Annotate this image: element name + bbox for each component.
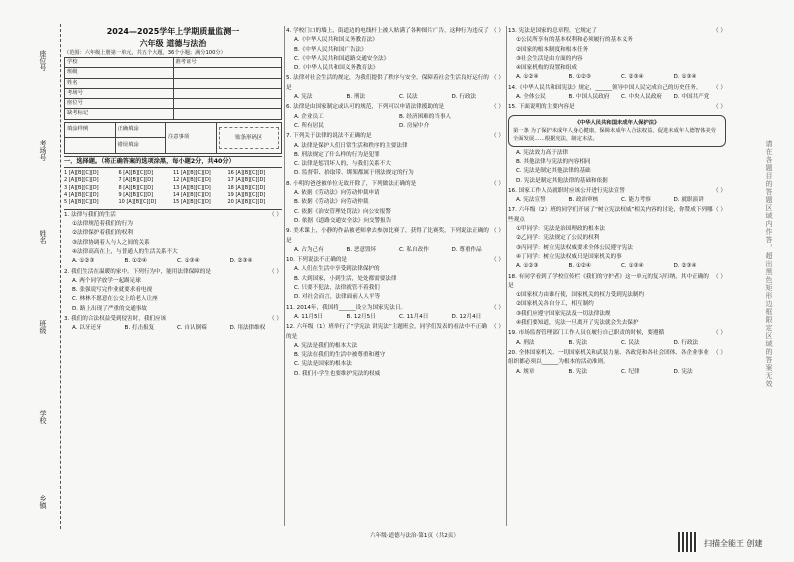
- answer-grid: [64, 168, 282, 210]
- question: [508, 84, 726, 103]
- choice: D. 尊重作品: [451, 246, 482, 253]
- school-label: 学校: [65, 58, 174, 68]
- question: [286, 256, 504, 302]
- option: D. 宪法是制定其他法律的基础和依据: [516, 177, 608, 184]
- choice: D. ②③④: [229, 258, 253, 265]
- choice: D. 12月4日: [451, 313, 482, 320]
- column-divider: [284, 26, 285, 526]
- choice: B. 刑法: [346, 94, 366, 101]
- student-info-table: [64, 57, 282, 120]
- option: A. 法律是保护人们日常生活和秩序的主要法律: [294, 142, 408, 149]
- choice: B. ①②④: [124, 258, 147, 265]
- option: B. 宪法在我们的生活中被尊重和遵守: [294, 352, 386, 359]
- choice: A. ①②③: [72, 258, 95, 265]
- option: ④丁同学：树立宪法权威只是国家机关的事: [516, 253, 622, 260]
- question-stem: 5. 法律对社会生活的规定，为我们提供了秩序与安全，保障着社会生活良好运行的是: [286, 75, 489, 91]
- option: B.《中华人民共和国广告法》: [294, 46, 367, 53]
- question: [508, 27, 726, 83]
- option: A. 依据《劳动法》向劳动仲裁申请: [294, 190, 380, 197]
- answer-paren: （ ）: [491, 228, 504, 235]
- answer-bubble-row[interactable]: 16 [A][B][C][D]: [227, 169, 266, 176]
- choice: D. 行政法: [451, 94, 477, 101]
- choice: D. 用法律维权: [229, 325, 266, 332]
- option: ①法律规范着我们的行为: [72, 221, 133, 228]
- question: [64, 268, 282, 314]
- choice-row: [508, 368, 726, 377]
- answer-paren: （ ）: [269, 211, 282, 218]
- choice: D. ②③④: [673, 263, 697, 270]
- question-stem: 3. 我们的合法权益受到侵害时，我们应该: [64, 316, 167, 323]
- choice: C. 民法: [399, 94, 418, 101]
- question-stem: 16. 国家工作人员就职时应该公开进行宪法宣誓: [508, 187, 625, 194]
- option: D. 路上出现了严重的交通事故: [72, 305, 147, 312]
- choice: C. 自认倒霉: [177, 325, 207, 332]
- question-list: [64, 211, 282, 334]
- choice-row: [64, 257, 282, 266]
- question-stem: 18. 有同学看到了学校宣传栏《我们的守护者》这一单元的复习归纳，其中正确的是: [508, 273, 709, 289]
- missing-mark-label: 缺考标记: [65, 109, 174, 119]
- side-label: 乡镇: [39, 495, 47, 509]
- option: A. 两个同学放学一起踢足球: [72, 277, 141, 284]
- option: ④法律高高在上，与普通人的生活关系不大: [72, 249, 178, 255]
- option: B. 依据《劳动法》向劳动仲裁: [294, 199, 369, 206]
- question-stem: 20. 全体国家机关、一切国家机关和武装力量、各政党和各社会团体、各企业事业组织都必须以______为根本的活动准则。: [508, 349, 709, 366]
- option: D.《中华人民共和国义务教育法》: [294, 65, 379, 72]
- choice: C. ①③④: [177, 258, 200, 265]
- choice: B. 政治审核: [568, 197, 599, 204]
- quote-title: 《中华人民共和国未成年人保护法》: [574, 119, 660, 126]
- cut-line: [60, 24, 61, 529]
- choice: B. ①②③: [568, 74, 591, 81]
- fill-sample-table: [64, 122, 282, 154]
- option: C.《中华人民共和国道路交通安全法》: [294, 55, 390, 62]
- answer-bubble-row[interactable]: 14 [A][B][C][D]: [173, 192, 211, 198]
- answer-paren: （ ）: [491, 324, 504, 331]
- choice: A. 11月5日: [294, 313, 324, 320]
- answer-paren: （ ）: [269, 316, 282, 323]
- answer-bubble-row[interactable]: 15 [A][B][C][D]: [173, 199, 211, 206]
- question-stem: 15. 下面说明的主要内容是: [508, 104, 575, 111]
- option: D. 监督带、拾取带、绑架都属于刑法规定的行为: [294, 170, 414, 177]
- side-labels: [38, 30, 58, 530]
- choice-row: [508, 262, 726, 271]
- question: [508, 187, 726, 206]
- wrong-fill-label: 错误填涂: [115, 138, 166, 154]
- option: A. 宪法效力高于法律: [516, 149, 569, 156]
- choice: B. 宪法: [568, 339, 588, 346]
- choice: C. ②③④: [621, 74, 644, 81]
- choice: D. 宪法: [673, 368, 693, 375]
- answer-paren: （ ）: [713, 207, 726, 214]
- choice: A. 刑法: [516, 339, 535, 346]
- question-stem: 1. 法律与我们的生活: [64, 211, 116, 218]
- choice-row: [64, 324, 282, 333]
- option: ③我们应遵守国家宪法及一切法律法规: [516, 310, 611, 317]
- choice: A. ①②④: [516, 74, 539, 81]
- choice: C. 民法: [621, 339, 640, 346]
- question-stem: 14.《中华人民共和国宪法》规定，______领导中国人民完成自己的历史任务。: [508, 84, 702, 91]
- question: [286, 74, 504, 102]
- question: [286, 103, 504, 131]
- option: B. 其他法律与宪法的内容相同: [516, 158, 591, 165]
- option: ③丙同学：树立宪法权威要求全体公民遵守宪法: [516, 244, 633, 251]
- question: [286, 304, 504, 323]
- question-stem: 8. 小明的爸爸被单位无故开除了，下列做法正确的是: [286, 180, 417, 187]
- answer-paren: （ ）: [491, 133, 504, 140]
- choice: C. 私自改作: [399, 246, 429, 253]
- answer-paren: （ ）: [713, 187, 726, 194]
- choice: D. 中国共产党: [673, 94, 710, 101]
- side-label: 考场号: [39, 140, 47, 161]
- question-stem: 13. 宪法是国家的总章程，它规定了: [508, 28, 597, 34]
- choice-row: [286, 246, 504, 255]
- answer-paren: （ ）: [713, 104, 726, 111]
- choice: C. 11月4日: [399, 313, 429, 320]
- answer-paren: （ ）: [491, 104, 504, 111]
- option: C. 法律是惩罚坏人的，与我们关系不大: [294, 161, 391, 168]
- option: A. 宪法是我们的根本大法: [294, 342, 358, 349]
- scanner-watermark: 扫描全能王 创建: [704, 539, 763, 548]
- choice-row: [286, 313, 504, 322]
- choice: A. 企业员工: [294, 113, 324, 120]
- column-1: [64, 26, 282, 334]
- choice: A. ①②③: [516, 263, 539, 270]
- choice: D. ①③④: [673, 74, 697, 81]
- option: C. 宪法是国家的根本法: [294, 361, 352, 368]
- subject-title: 六年级 道德与法治: [139, 39, 207, 48]
- option: ①公民所享有的基本权利和必须履行的基本义务: [516, 37, 633, 44]
- exam-title: 2024—2025学年上学期质量监测一: [106, 27, 240, 36]
- choice: C. 中央人民政府: [621, 94, 663, 101]
- law-quote-box: [508, 115, 726, 147]
- question-list: [286, 27, 504, 379]
- choice-row: [508, 73, 726, 82]
- answer-paren: （ ）: [491, 257, 504, 264]
- question-list: [508, 27, 726, 377]
- seat-label: 座位号: [65, 99, 174, 109]
- choice: C. 纪律: [621, 368, 640, 375]
- barcode-area: 贴条形码区: [219, 127, 280, 149]
- question: [64, 211, 282, 267]
- choice: A. 规章: [516, 368, 535, 375]
- answer-bubble-row[interactable]: 2 [A][B][C][D]: [64, 177, 99, 184]
- correct-fill-label: 正确填涂: [115, 122, 166, 138]
- fill-sample-label: 填涂样例: [65, 122, 116, 138]
- quote-text: 第一条 为了保护未成年人身心健康，保障未成年人合法权益，促进未成年人德智体美劳全面发展……根据宪法，制定本法。: [513, 127, 716, 142]
- question: [508, 103, 726, 185]
- option: ①甲同学：宪法是治国理政的根本法: [516, 226, 605, 233]
- answer-bubble-row[interactable]: 5 [A][B][C][D]: [64, 199, 99, 206]
- choice: D. 行政法: [673, 339, 699, 346]
- choice: A. 以牙还牙: [72, 325, 102, 332]
- question: [286, 323, 504, 379]
- choice: B. 中国人民政府: [568, 94, 610, 101]
- question-stem: 4. 学校门口的墙上，街道边的电线杆上被人贴满了各种图片广告，这种行为违反了: [286, 28, 489, 34]
- answer-area-notice: 请在各题目的答题区域内作答，超出黑色矩形边框限定区域的答案无效: [765, 140, 773, 388]
- exam-no-label: 准考证号: [173, 58, 282, 68]
- answer-bubble-row[interactable]: 3 [A][B][C][D]: [64, 184, 99, 191]
- option: ③法律协调着人与人之间的关系: [72, 239, 150, 246]
- page-footer: 六年级·道德与法治·第1页（共2页）: [370, 533, 459, 539]
- choice: D. 房屋中介: [399, 122, 430, 129]
- answer-bubble-row[interactable]: 10 [A][B][C][D]: [118, 199, 157, 206]
- question-stem: 10. 下列说法不正确的是: [286, 257, 348, 264]
- choice: C. 能力考察: [621, 197, 651, 204]
- choice-row: [508, 93, 726, 102]
- answer-paren: （ ）: [713, 349, 726, 356]
- question: [508, 273, 726, 329]
- class-label: 班级: [65, 68, 174, 78]
- answer-paren: （ ）: [491, 28, 504, 34]
- choice-row: [508, 339, 726, 348]
- choice: A. 占为己有: [294, 246, 324, 253]
- option: C. 林林不愿意在公交上给老人让座: [72, 296, 158, 303]
- column-3: [508, 26, 726, 377]
- choice: B. 恶意毁坏: [346, 246, 377, 253]
- option: ④国家机构的设置和组成: [516, 65, 577, 72]
- question: [286, 27, 504, 73]
- option: B. 刑法规定了什么样的行为是犯罪: [294, 151, 380, 158]
- answer-bubble-row[interactable]: 8 [A][B][C][D]: [118, 184, 154, 191]
- option: A.《中华人民共和国义务教育法》: [294, 37, 378, 44]
- choice: A. 全体公民: [516, 94, 546, 101]
- column-divider: [506, 26, 507, 526]
- side-label: 班级: [39, 320, 47, 334]
- answer-bubble-row[interactable]: 6 [A][B][C][D]: [118, 169, 154, 176]
- question: [286, 227, 504, 255]
- answer-paren: （ ）: [491, 304, 504, 311]
- option: D. 依据《道路交通安全法》向交警报告: [294, 217, 392, 224]
- side-label: 姓名: [39, 230, 47, 244]
- option: C. 宪法是制定其他法律的基础: [516, 168, 591, 175]
- choice: C. ①③④: [621, 263, 644, 270]
- choice: D. 就职演讲: [673, 197, 704, 204]
- room-label: 考场号: [65, 88, 174, 98]
- section-1-title: 一、选择题。（将正确答案的选项涂黑，每小题2分，共40分）: [64, 156, 282, 168]
- answer-paren: （ ）: [713, 84, 726, 91]
- option: ④我们要知道，宪法一旦离开了宪法就会失去保护: [516, 320, 639, 327]
- side-label: 座位号: [39, 50, 47, 71]
- question-stem: 12. 六年级（1）班举行了“学宪法 讲宪法”主题班会，同学们发表的看法中不正确的是: [286, 324, 487, 340]
- question-stem: 19. 市场监督管理部门工作人员在履行自己职责的时候，要遵循: [508, 330, 665, 337]
- answer-bubble-row[interactable]: 17 [A][B][C][D]: [227, 177, 266, 184]
- side-label: 学校: [39, 410, 47, 424]
- question-stem: 2. 我们生活在温暖的家中。下列行为中，能用法律保障的是: [64, 268, 211, 275]
- answer-paren: （ ）: [491, 180, 504, 187]
- answer-bubble-row[interactable]: 1 [A][B][C][D]: [64, 169, 99, 176]
- choice: B. 12月5日: [346, 313, 376, 320]
- option: A. 人们在生活中享受到法律保护的: [294, 266, 380, 273]
- question-stem: 7. 下列关于法律的说法不正确的是: [286, 133, 372, 140]
- answer-paren: （ ）: [713, 273, 726, 280]
- column-2: [286, 26, 504, 379]
- option: ②国家的根本制度和根本任务: [516, 46, 589, 53]
- answer-bubble-row[interactable]: 18 [A][B][C][D]: [227, 184, 266, 191]
- choice: A. 宪法: [294, 94, 313, 101]
- answer-bubble-row[interactable]: 11 [A][B][C][D]: [173, 169, 211, 176]
- answer-bubble-row[interactable]: 9 [A][B][C][D]: [118, 192, 154, 198]
- question: [508, 349, 726, 377]
- question-stem: 6. 法律是由国家制定或认可的规范，下列可以申请法律援助的是: [286, 104, 445, 111]
- qr-code-icon: [678, 532, 698, 552]
- answer-bubble-row[interactable]: 12 [A][B][C][D]: [173, 177, 211, 184]
- option: ③社会生活是由方面的内容: [516, 55, 583, 62]
- exam-info: （范围：六年级上册第一单元，共五个大题，36个小题；满分100分）: [64, 50, 226, 56]
- notes-label: 注意事项: [166, 122, 217, 153]
- question: [286, 180, 504, 226]
- question: [286, 132, 504, 178]
- question-stem: 9. 美术课上，小静的作品被老师拿去参加比赛了，获得了比赛奖，下列说法正确的是: [286, 228, 489, 244]
- answer-bubble-row[interactable]: 19 [A][B][C][D]: [227, 192, 266, 198]
- choice: A. 宪法宣誓: [516, 197, 546, 204]
- choice: C. 所有居民: [294, 122, 324, 129]
- choice: B. 宪法: [568, 368, 588, 375]
- answer-bubble-row[interactable]: 4 [A][B][C][D]: [64, 192, 99, 198]
- option: ②法律保护着我们的权利: [72, 230, 133, 237]
- question-stem: 17. 六年级（2）班的同学们开展了“树立宪法权威”相关内容的讨论，你赞成下列哪些观点: [508, 207, 713, 223]
- answer-bubble-row[interactable]: 20 [A][B][C][D]: [227, 199, 266, 206]
- choice: B. 打击报复: [124, 325, 155, 332]
- question-stem: 11. 2014年，我国将______设立为国家宪法日。: [286, 304, 407, 311]
- option: B. 张强说写完作业就要求看电视: [72, 287, 153, 294]
- question: [508, 206, 726, 271]
- option: D. 我们小学生也要维护宪法的权威: [294, 370, 381, 377]
- option: ②国家机关各自分工，相互制约: [516, 301, 594, 308]
- option: ①国家权力由谁行使，国家机关的权力受到宪法制约: [516, 292, 645, 299]
- answer-paren: （ ）: [713, 28, 726, 34]
- choice: B. ①②④: [568, 263, 591, 270]
- choice: B. 经济困难的当事人: [399, 113, 452, 120]
- option: C. 依据《治安管理处罚法》向公安报警: [294, 208, 391, 215]
- option: ②乙同学：宪法规定了公民的权利: [516, 235, 600, 242]
- answer-paren: （ ）: [713, 330, 726, 337]
- answer-bubble-row[interactable]: 7 [A][B][C][D]: [118, 177, 154, 184]
- question: [64, 315, 282, 334]
- answer-paren: （ ）: [269, 268, 282, 275]
- option: D. 对社会而言，法律面前人人平等: [294, 294, 381, 301]
- name-label: 姓名: [65, 78, 174, 88]
- choice-row: [286, 113, 504, 132]
- choice-row: [508, 196, 726, 205]
- choice-row: [286, 93, 504, 102]
- option: B. 大到国家，小到生活，处处都需要法律: [294, 275, 397, 282]
- answer-bubble-row[interactable]: 13 [A][B][C][D]: [173, 184, 211, 191]
- answer-paren: （ ）: [491, 75, 504, 82]
- option: C. 只要不犯法，法律就管不着我们: [294, 285, 380, 292]
- question: [508, 329, 726, 348]
